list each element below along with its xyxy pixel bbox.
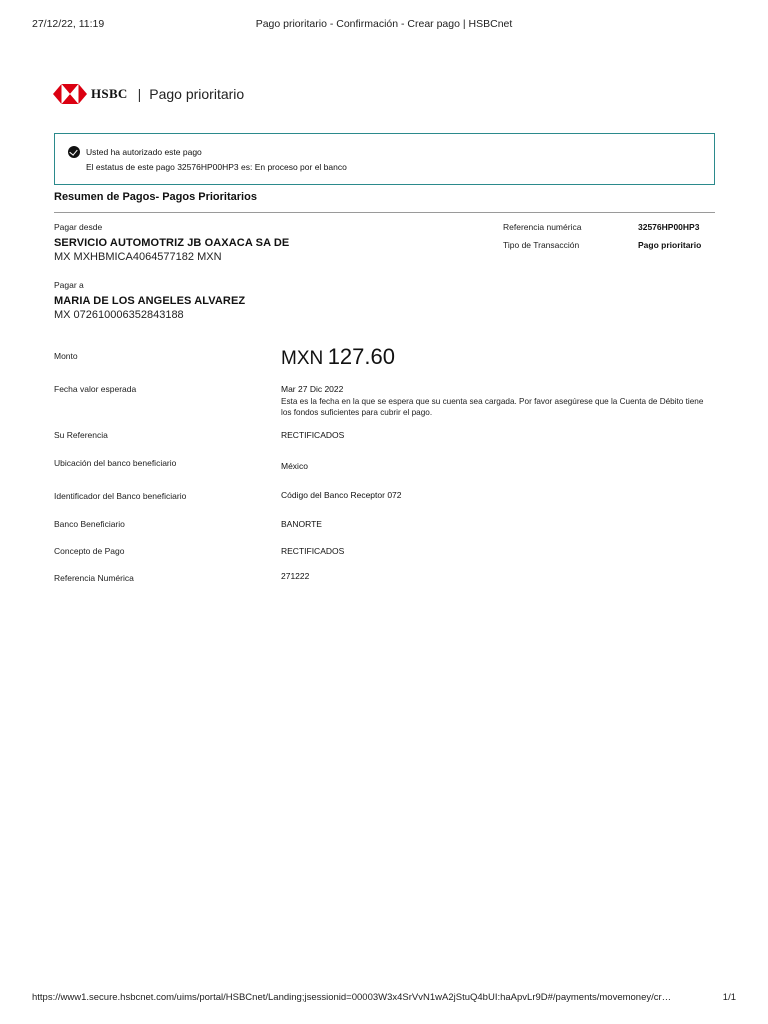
hsbc-hexagon-logo-icon (53, 84, 87, 104)
print-datetime: 27/12/22, 11:19 (32, 18, 105, 30)
beneficiary-bank-location-value: México (281, 461, 308, 471)
payment-concept-value: RECTIFICADOS (281, 546, 345, 556)
brand-bar (53, 83, 244, 105)
amount-currency: MXN (281, 348, 324, 369)
numeric-reference-label: Referencia Numérica (54, 573, 134, 583)
beneficiary-bank-location-label: Ubicación del banco beneficiario (54, 458, 177, 468)
beneficiary-bank-id-value: Código del Banco Receptor 072 (281, 490, 402, 500)
amount-label: Monto (54, 351, 78, 361)
beneficiary-bank-id-label: Identificador del Banco beneficiario (54, 491, 187, 501)
amount-number: 127.60 (327, 344, 395, 369)
page-url: https://www1.secure.hsbcnet.com/uims/portal/HSBCnet/Landing;jsessionid=00003W3x4SrVvN1wA2jStuQ4bUI:haApvLr9D#/payments/movemoney/cr… (32, 992, 672, 1003)
transaction-type-label: Tipo de Transacción (503, 240, 580, 250)
pay-from-name: SERVICIO AUTOMOTRIZ JB OAXACA SA DE (54, 237, 290, 249)
check-circle-icon (68, 146, 80, 158)
summary-title: Resumen de Pagos- Pagos Prioritarios (54, 191, 257, 203)
value-date-label: Fecha valor esperada (54, 384, 137, 394)
beneficiary-bank-label: Banco Beneficiario (54, 519, 125, 529)
app-title: Pago prioritario (149, 86, 245, 102)
brand-separator: | (137, 86, 142, 102)
amount-value (281, 344, 395, 370)
value-date-note: Esta es la fecha en la que se espera que su cuenta sea cargada. Por favor asegúrese que la Cuenta de Débito tiene los fondos suficientes para cubrir el pago. (281, 397, 704, 417)
authorization-alert (54, 133, 715, 185)
your-reference-label: Su Referencia (54, 430, 108, 440)
print-header (32, 18, 736, 32)
alert-status: El estatus de este pago 32576HP00HP3 es: En proceso por el banco (86, 162, 347, 172)
hsbc-logo-text: HSBC (91, 86, 128, 101)
pay-from-account: MX MXHBMICA4064577182 MXN (54, 251, 222, 263)
numeric-reference-value: 271222 (281, 571, 310, 581)
pay-from-label: Pagar desde (54, 222, 103, 232)
print-page-title: Pago prioritario - Confirmación - Crear pago | HSBCnet (255, 18, 513, 30)
transaction-type-value: Pago prioritario (638, 240, 702, 250)
value-date: Mar 27 Dic 2022 (281, 384, 344, 394)
beneficiary-bank-value: BANORTE (281, 519, 322, 529)
your-reference-value: RECTIFICADOS (281, 430, 345, 440)
pay-to-label: Pagar a (54, 280, 84, 290)
pay-to-name: MARIA DE LOS ANGELES ALVAREZ (54, 295, 246, 307)
page-number: 1/1 (722, 992, 736, 1003)
reference-value: 32576HP00HP3 (638, 222, 700, 232)
alert-message: Usted ha autorizado este pago (86, 147, 202, 157)
pay-to-account: MX 072610006352843188 (54, 309, 184, 321)
summary-divider (54, 212, 715, 213)
reference-label: Referencia numérica (503, 222, 582, 232)
payment-concept-label: Concepto de Pago (54, 546, 125, 556)
